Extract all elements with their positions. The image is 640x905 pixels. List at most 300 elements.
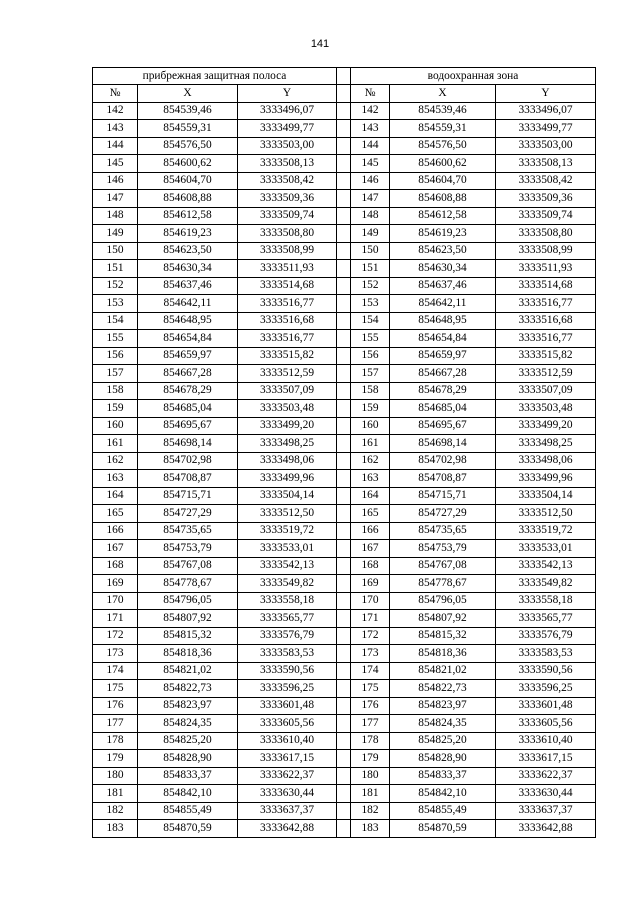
left-cell-y: 3333605,56 bbox=[238, 715, 337, 733]
right-cell-y: 3333637,37 bbox=[496, 802, 596, 820]
column-gap bbox=[337, 382, 351, 400]
table-row bbox=[93, 732, 596, 750]
table-row bbox=[93, 750, 596, 768]
right-cell-x: 854604,70 bbox=[390, 172, 496, 190]
table-row bbox=[93, 715, 596, 733]
right-cell-num: 183 bbox=[351, 820, 390, 838]
right-cell-num: 179 bbox=[351, 750, 390, 768]
column-gap bbox=[337, 487, 351, 505]
right-cell-x: 854600,62 bbox=[390, 155, 496, 173]
right-cell-x: 854796,05 bbox=[390, 592, 496, 610]
table-row bbox=[93, 557, 596, 575]
left-cell-x: 854659,97 bbox=[138, 347, 238, 365]
right-cell-y: 3333498,06 bbox=[496, 452, 596, 470]
left-cell-x: 854815,32 bbox=[138, 627, 238, 645]
right-cell-num: 154 bbox=[351, 312, 390, 330]
left-cell-y: 3333610,40 bbox=[238, 732, 337, 750]
left-cell-y: 3333498,25 bbox=[238, 435, 337, 453]
column-gap bbox=[337, 645, 351, 663]
right-cell-x: 854823,97 bbox=[390, 697, 496, 715]
left-cell-y: 3333499,20 bbox=[238, 417, 337, 435]
right-cell-y: 3333511,93 bbox=[496, 260, 596, 278]
table-row bbox=[93, 505, 596, 523]
column-gap bbox=[337, 715, 351, 733]
left-cell-y: 3333630,44 bbox=[238, 785, 337, 803]
column-gap bbox=[337, 330, 351, 348]
left-cell-num: 150 bbox=[93, 242, 138, 260]
left-cell-x: 854612,58 bbox=[138, 207, 238, 225]
table-row bbox=[93, 225, 596, 243]
column-gap bbox=[337, 225, 351, 243]
column-gap bbox=[337, 785, 351, 803]
column-gap bbox=[337, 347, 351, 365]
left-cell-y: 3333503,48 bbox=[238, 400, 337, 418]
column-gap bbox=[337, 137, 351, 155]
right-cell-y: 3333508,99 bbox=[496, 242, 596, 260]
right-cell-x: 854659,97 bbox=[390, 347, 496, 365]
left-cell-x: 854539,46 bbox=[138, 102, 238, 120]
column-gap bbox=[337, 697, 351, 715]
column-gap bbox=[337, 767, 351, 785]
right-cell-x: 854870,59 bbox=[390, 820, 496, 838]
right-cell-num: 156 bbox=[351, 347, 390, 365]
column-gap bbox=[337, 610, 351, 628]
left-cell-num: 157 bbox=[93, 365, 138, 383]
column-gap bbox=[337, 522, 351, 540]
column-gap bbox=[337, 627, 351, 645]
table-row bbox=[93, 487, 596, 505]
left-cell-y: 3333576,79 bbox=[238, 627, 337, 645]
right-cell-y: 3333503,48 bbox=[496, 400, 596, 418]
left-cell-y: 3333514,68 bbox=[238, 277, 337, 295]
right-cell-y: 3333549,82 bbox=[496, 575, 596, 593]
right-cell-num: 160 bbox=[351, 417, 390, 435]
right-cell-x: 854778,67 bbox=[390, 575, 496, 593]
column-gap bbox=[337, 557, 351, 575]
left-cell-y: 3333508,99 bbox=[238, 242, 337, 260]
left-cell-y: 3333508,42 bbox=[238, 172, 337, 190]
right-cell-x: 854630,34 bbox=[390, 260, 496, 278]
column-gap bbox=[337, 190, 351, 208]
left-header-num: № bbox=[93, 85, 138, 103]
left-cell-x: 854823,97 bbox=[138, 697, 238, 715]
left-cell-y: 3333516,77 bbox=[238, 295, 337, 313]
right-cell-num: 176 bbox=[351, 697, 390, 715]
right-cell-num: 171 bbox=[351, 610, 390, 628]
left-cell-num: 154 bbox=[93, 312, 138, 330]
left-cell-x: 854842,10 bbox=[138, 785, 238, 803]
left-cell-x: 854559,31 bbox=[138, 120, 238, 138]
left-cell-num: 146 bbox=[93, 172, 138, 190]
table-row bbox=[93, 785, 596, 803]
right-cell-num: 151 bbox=[351, 260, 390, 278]
left-cell-x: 854822,73 bbox=[138, 680, 238, 698]
column-gap bbox=[337, 732, 351, 750]
column-gap bbox=[337, 102, 351, 120]
right-cell-num: 142 bbox=[351, 102, 390, 120]
right-cell-num: 161 bbox=[351, 435, 390, 453]
left-cell-num: 175 bbox=[93, 680, 138, 698]
left-cell-num: 177 bbox=[93, 715, 138, 733]
left-cell-x: 854735,65 bbox=[138, 522, 238, 540]
left-header-y: Y bbox=[238, 85, 337, 103]
table-row bbox=[93, 382, 596, 400]
table-row bbox=[93, 242, 596, 260]
right-cell-num: 159 bbox=[351, 400, 390, 418]
right-cell-num: 177 bbox=[351, 715, 390, 733]
column-gap bbox=[337, 452, 351, 470]
right-cell-y: 3333558,18 bbox=[496, 592, 596, 610]
right-cell-x: 854715,71 bbox=[390, 487, 496, 505]
right-cell-y: 3333630,44 bbox=[496, 785, 596, 803]
table-row bbox=[93, 400, 596, 418]
left-cell-num: 151 bbox=[93, 260, 138, 278]
column-gap bbox=[337, 505, 351, 523]
column-gap bbox=[337, 435, 351, 453]
right-cell-x: 854623,50 bbox=[390, 242, 496, 260]
left-cell-y: 3333496,07 bbox=[238, 102, 337, 120]
left-cell-num: 149 bbox=[93, 225, 138, 243]
left-cell-num: 165 bbox=[93, 505, 138, 523]
right-cell-x: 854828,90 bbox=[390, 750, 496, 768]
right-cell-x: 854708,87 bbox=[390, 470, 496, 488]
left-cell-y: 3333516,68 bbox=[238, 312, 337, 330]
right-header-y: Y bbox=[496, 85, 596, 103]
column-gap bbox=[337, 662, 351, 680]
left-cell-y: 3333622,37 bbox=[238, 767, 337, 785]
right-cell-y: 3333516,68 bbox=[496, 312, 596, 330]
left-cell-num: 162 bbox=[93, 452, 138, 470]
left-cell-x: 854654,84 bbox=[138, 330, 238, 348]
left-cell-num: 153 bbox=[93, 295, 138, 313]
right-cell-y: 3333519,72 bbox=[496, 522, 596, 540]
table-row bbox=[93, 190, 596, 208]
column-gap bbox=[337, 592, 351, 610]
left-cell-x: 854619,23 bbox=[138, 225, 238, 243]
right-cell-num: 175 bbox=[351, 680, 390, 698]
left-cell-x: 854778,67 bbox=[138, 575, 238, 593]
left-cell-y: 3333617,15 bbox=[238, 750, 337, 768]
left-cell-y: 3333519,72 bbox=[238, 522, 337, 540]
left-cell-y: 3333498,06 bbox=[238, 452, 337, 470]
table-row bbox=[93, 767, 596, 785]
left-cell-x: 854648,95 bbox=[138, 312, 238, 330]
right-cell-x: 854702,98 bbox=[390, 452, 496, 470]
right-cell-y: 3333508,42 bbox=[496, 172, 596, 190]
right-cell-y: 3333512,50 bbox=[496, 505, 596, 523]
left-cell-y: 3333507,09 bbox=[238, 382, 337, 400]
left-cell-x: 854604,70 bbox=[138, 172, 238, 190]
left-cell-num: 173 bbox=[93, 645, 138, 663]
right-cell-num: 163 bbox=[351, 470, 390, 488]
right-cell-x: 854842,10 bbox=[390, 785, 496, 803]
right-cell-y: 3333576,79 bbox=[496, 627, 596, 645]
right-cell-x: 854637,46 bbox=[390, 277, 496, 295]
right-cell-x: 854821,02 bbox=[390, 662, 496, 680]
right-cell-y: 3333504,14 bbox=[496, 487, 596, 505]
right-cell-num: 180 bbox=[351, 767, 390, 785]
column-gap bbox=[337, 417, 351, 435]
right-cell-x: 854855,49 bbox=[390, 802, 496, 820]
left-cell-x: 854825,20 bbox=[138, 732, 238, 750]
left-cell-y: 3333512,50 bbox=[238, 505, 337, 523]
left-cell-num: 166 bbox=[93, 522, 138, 540]
right-cell-y: 3333596,25 bbox=[496, 680, 596, 698]
table-row bbox=[93, 680, 596, 698]
right-cell-y: 3333509,74 bbox=[496, 207, 596, 225]
left-cell-y: 3333542,13 bbox=[238, 557, 337, 575]
right-cell-num: 174 bbox=[351, 662, 390, 680]
right-cell-y: 3333498,25 bbox=[496, 435, 596, 453]
left-cell-y: 3333499,77 bbox=[238, 120, 337, 138]
right-cell-num: 149 bbox=[351, 225, 390, 243]
left-section-title: прибрежная защитная полоса bbox=[93, 68, 337, 85]
column-gap bbox=[337, 277, 351, 295]
right-header-x: X bbox=[390, 85, 496, 103]
right-cell-y: 3333533,01 bbox=[496, 540, 596, 558]
right-cell-y: 3333617,15 bbox=[496, 750, 596, 768]
left-cell-num: 182 bbox=[93, 802, 138, 820]
right-cell-y: 3333503,00 bbox=[496, 137, 596, 155]
right-cell-y: 3333622,37 bbox=[496, 767, 596, 785]
right-cell-x: 854667,28 bbox=[390, 365, 496, 383]
left-cell-y: 3333503,00 bbox=[238, 137, 337, 155]
right-cell-num: 169 bbox=[351, 575, 390, 593]
table-row bbox=[93, 260, 596, 278]
left-cell-y: 3333601,48 bbox=[238, 697, 337, 715]
right-cell-y: 3333565,77 bbox=[496, 610, 596, 628]
column-gap bbox=[337, 820, 351, 838]
column-gap bbox=[337, 470, 351, 488]
right-cell-x: 854685,04 bbox=[390, 400, 496, 418]
right-cell-num: 173 bbox=[351, 645, 390, 663]
left-cell-y: 3333549,82 bbox=[238, 575, 337, 593]
right-cell-y: 3333514,68 bbox=[496, 277, 596, 295]
left-cell-x: 854630,34 bbox=[138, 260, 238, 278]
table-row bbox=[93, 470, 596, 488]
right-cell-y: 3333590,56 bbox=[496, 662, 596, 680]
left-cell-num: 179 bbox=[93, 750, 138, 768]
column-gap bbox=[337, 575, 351, 593]
left-cell-x: 854870,59 bbox=[138, 820, 238, 838]
right-cell-y: 3333515,82 bbox=[496, 347, 596, 365]
left-cell-x: 854695,67 bbox=[138, 417, 238, 435]
right-cell-num: 167 bbox=[351, 540, 390, 558]
left-cell-num: 147 bbox=[93, 190, 138, 208]
right-cell-num: 153 bbox=[351, 295, 390, 313]
right-cell-x: 854648,95 bbox=[390, 312, 496, 330]
left-cell-x: 854824,35 bbox=[138, 715, 238, 733]
column-gap bbox=[337, 207, 351, 225]
table-row bbox=[93, 347, 596, 365]
left-cell-num: 178 bbox=[93, 732, 138, 750]
column-gap bbox=[337, 295, 351, 313]
left-cell-y: 3333515,82 bbox=[238, 347, 337, 365]
right-cell-num: 168 bbox=[351, 557, 390, 575]
left-cell-x: 854623,50 bbox=[138, 242, 238, 260]
left-cell-y: 3333511,93 bbox=[238, 260, 337, 278]
table-row bbox=[93, 452, 596, 470]
right-cell-y: 3333499,77 bbox=[496, 120, 596, 138]
left-cell-x: 854727,29 bbox=[138, 505, 238, 523]
right-cell-num: 158 bbox=[351, 382, 390, 400]
left-cell-y: 3333509,36 bbox=[238, 190, 337, 208]
left-cell-num: 171 bbox=[93, 610, 138, 628]
right-cell-y: 3333605,56 bbox=[496, 715, 596, 733]
left-cell-num: 142 bbox=[93, 102, 138, 120]
table-row bbox=[93, 137, 596, 155]
left-cell-x: 854753,79 bbox=[138, 540, 238, 558]
table-row bbox=[93, 435, 596, 453]
right-cell-x: 854833,37 bbox=[390, 767, 496, 785]
right-cell-x: 854735,65 bbox=[390, 522, 496, 540]
table-row bbox=[93, 802, 596, 820]
left-cell-num: 174 bbox=[93, 662, 138, 680]
left-cell-x: 854715,71 bbox=[138, 487, 238, 505]
left-cell-x: 854767,08 bbox=[138, 557, 238, 575]
column-gap bbox=[337, 85, 351, 103]
left-cell-num: 156 bbox=[93, 347, 138, 365]
left-cell-num: 161 bbox=[93, 435, 138, 453]
left-cell-y: 3333642,88 bbox=[238, 820, 337, 838]
right-cell-x: 854695,67 bbox=[390, 417, 496, 435]
left-cell-x: 854600,62 bbox=[138, 155, 238, 173]
table-row bbox=[93, 102, 596, 120]
left-cell-y: 3333583,53 bbox=[238, 645, 337, 663]
column-gap bbox=[337, 155, 351, 173]
right-cell-num: 148 bbox=[351, 207, 390, 225]
right-cell-x: 854824,35 bbox=[390, 715, 496, 733]
left-cell-x: 854576,50 bbox=[138, 137, 238, 155]
table-row bbox=[93, 277, 596, 295]
left-header-x: X bbox=[138, 85, 238, 103]
left-cell-y: 3333509,74 bbox=[238, 207, 337, 225]
right-cell-x: 854807,92 bbox=[390, 610, 496, 628]
left-cell-y: 3333508,13 bbox=[238, 155, 337, 173]
column-gap bbox=[337, 120, 351, 138]
left-cell-num: 145 bbox=[93, 155, 138, 173]
table-row bbox=[93, 522, 596, 540]
left-cell-num: 164 bbox=[93, 487, 138, 505]
right-cell-x: 854608,88 bbox=[390, 190, 496, 208]
left-cell-num: 158 bbox=[93, 382, 138, 400]
left-cell-x: 854833,37 bbox=[138, 767, 238, 785]
right-cell-y: 3333583,53 bbox=[496, 645, 596, 663]
left-cell-x: 854821,02 bbox=[138, 662, 238, 680]
right-cell-x: 854822,73 bbox=[390, 680, 496, 698]
right-cell-x: 854815,32 bbox=[390, 627, 496, 645]
right-cell-x: 854619,23 bbox=[390, 225, 496, 243]
table-row bbox=[93, 540, 596, 558]
right-cell-num: 155 bbox=[351, 330, 390, 348]
left-cell-y: 3333499,96 bbox=[238, 470, 337, 488]
left-cell-x: 854702,98 bbox=[138, 452, 238, 470]
right-cell-y: 3333642,88 bbox=[496, 820, 596, 838]
table-row bbox=[93, 172, 596, 190]
left-cell-x: 854796,05 bbox=[138, 592, 238, 610]
left-cell-num: 160 bbox=[93, 417, 138, 435]
left-cell-y: 3333596,25 bbox=[238, 680, 337, 698]
right-cell-num: 164 bbox=[351, 487, 390, 505]
table-row bbox=[93, 820, 596, 838]
right-cell-x: 854818,36 bbox=[390, 645, 496, 663]
right-section-title: водоохранная зона bbox=[351, 68, 596, 85]
right-cell-num: 182 bbox=[351, 802, 390, 820]
column-gap bbox=[337, 802, 351, 820]
left-cell-x: 854608,88 bbox=[138, 190, 238, 208]
column-gap bbox=[337, 400, 351, 418]
table-row bbox=[93, 330, 596, 348]
left-cell-y: 3333565,77 bbox=[238, 610, 337, 628]
left-cell-num: 170 bbox=[93, 592, 138, 610]
right-cell-num: 147 bbox=[351, 190, 390, 208]
left-cell-num: 167 bbox=[93, 540, 138, 558]
left-cell-y: 3333533,01 bbox=[238, 540, 337, 558]
page-number: 141 bbox=[310, 38, 330, 50]
right-cell-y: 3333542,13 bbox=[496, 557, 596, 575]
right-cell-x: 854753,79 bbox=[390, 540, 496, 558]
table-row bbox=[93, 155, 596, 173]
left-cell-x: 854642,11 bbox=[138, 295, 238, 313]
right-cell-x: 854612,58 bbox=[390, 207, 496, 225]
right-cell-num: 162 bbox=[351, 452, 390, 470]
column-gap bbox=[337, 540, 351, 558]
left-cell-num: 169 bbox=[93, 575, 138, 593]
right-cell-y: 3333509,36 bbox=[496, 190, 596, 208]
right-cell-num: 157 bbox=[351, 365, 390, 383]
left-cell-y: 3333508,80 bbox=[238, 225, 337, 243]
right-cell-x: 854825,20 bbox=[390, 732, 496, 750]
right-cell-x: 854559,31 bbox=[390, 120, 496, 138]
right-cell-y: 3333516,77 bbox=[496, 295, 596, 313]
right-cell-y: 3333508,80 bbox=[496, 225, 596, 243]
right-cell-y: 3333610,40 bbox=[496, 732, 596, 750]
left-cell-x: 854667,28 bbox=[138, 365, 238, 383]
table-row bbox=[93, 295, 596, 313]
table-row bbox=[93, 662, 596, 680]
left-cell-x: 854685,04 bbox=[138, 400, 238, 418]
right-cell-num: 166 bbox=[351, 522, 390, 540]
right-cell-x: 854727,29 bbox=[390, 505, 496, 523]
left-cell-num: 163 bbox=[93, 470, 138, 488]
right-cell-x: 854654,84 bbox=[390, 330, 496, 348]
left-cell-x: 854818,36 bbox=[138, 645, 238, 663]
right-cell-num: 181 bbox=[351, 785, 390, 803]
right-cell-num: 172 bbox=[351, 627, 390, 645]
left-cell-num: 143 bbox=[93, 120, 138, 138]
right-cell-y: 3333499,96 bbox=[496, 470, 596, 488]
right-cell-y: 3333499,20 bbox=[496, 417, 596, 435]
right-cell-num: 178 bbox=[351, 732, 390, 750]
left-cell-num: 181 bbox=[93, 785, 138, 803]
right-cell-y: 3333507,09 bbox=[496, 382, 596, 400]
left-cell-x: 854637,46 bbox=[138, 277, 238, 295]
left-cell-num: 159 bbox=[93, 400, 138, 418]
column-gap bbox=[337, 365, 351, 383]
left-cell-num: 176 bbox=[93, 697, 138, 715]
column-gap bbox=[337, 172, 351, 190]
right-cell-x: 854642,11 bbox=[390, 295, 496, 313]
right-cell-num: 152 bbox=[351, 277, 390, 295]
column-gap bbox=[337, 68, 351, 85]
right-cell-y: 3333516,77 bbox=[496, 330, 596, 348]
table-row bbox=[93, 610, 596, 628]
right-cell-num: 144 bbox=[351, 137, 390, 155]
column-gap bbox=[337, 750, 351, 768]
column-gap bbox=[337, 680, 351, 698]
right-cell-y: 3333496,07 bbox=[496, 102, 596, 120]
right-cell-num: 150 bbox=[351, 242, 390, 260]
